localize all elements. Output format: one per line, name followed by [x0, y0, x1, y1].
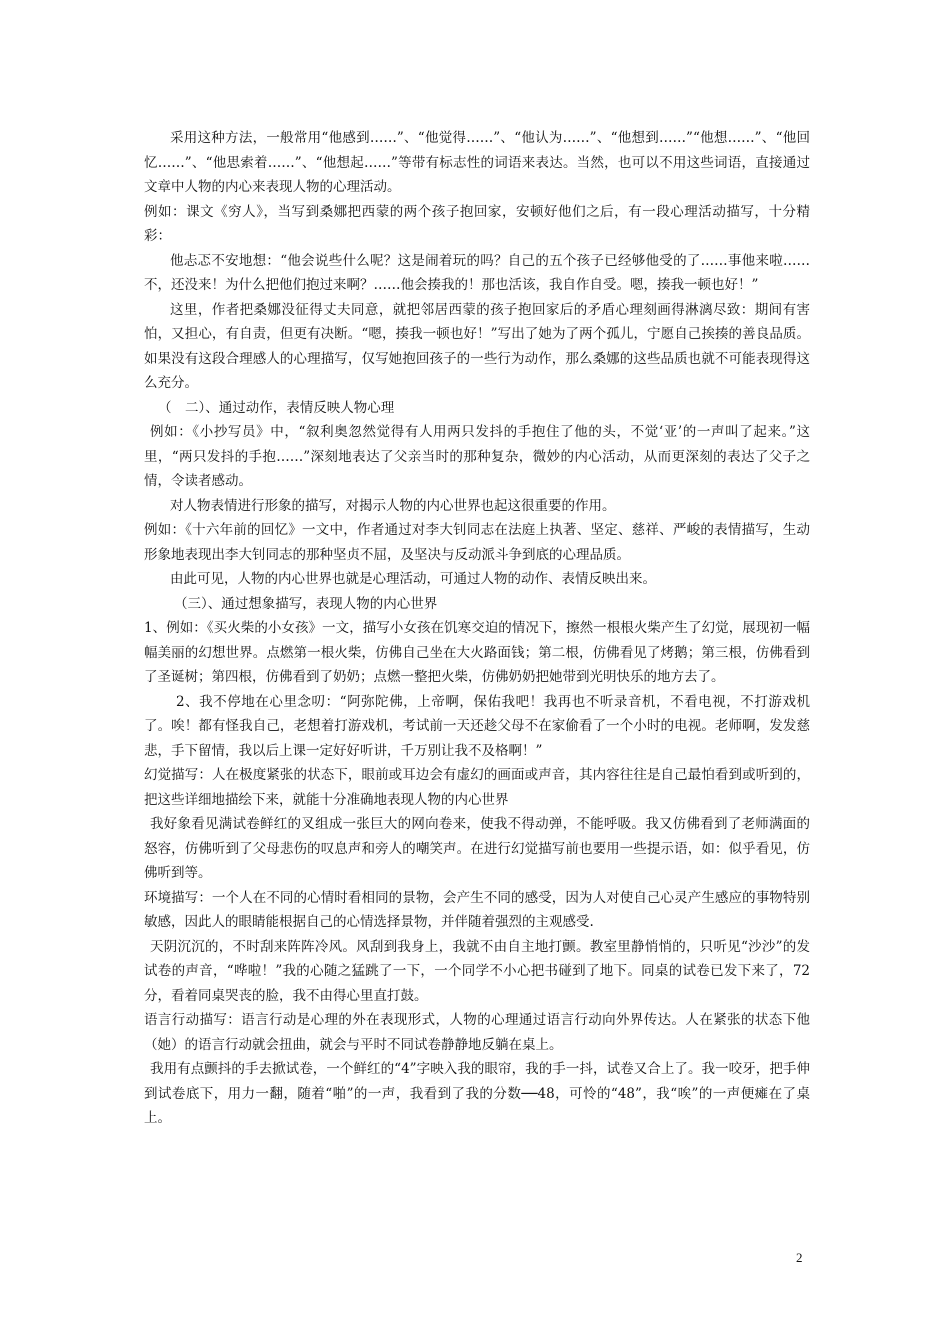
section-heading-2: （ 二）、通过动作，表情反映人物心理 [158, 399, 395, 416]
paragraph-example-prayer: 2、我不停地在心里念叨：“阿弥陀佛，上帝啊，保佑我吧！我再也不听录音机，不看电视，不打游戏机了。唉！都有怪我自己，老想着打游戏机，考试前一天还趁父母不在家偷看了一个小时的电视。老师啊，发发慈悲，手下留情，我以后上课一定好好听讲，千万别让我不及格啊！” [144, 693, 810, 759]
paragraph-hallucination-example: 我好象看见满试卷鲜红的叉组成一张巨大的网向卷来，使我不得动弹，不能呼吸。我又仿佛看到了老师满面的怒容，仿佛听到了父母悲伤的叹息声和旁人的嘲笑声。在进行幻觉描写前也要用一些提示语，如：似乎看见，仿佛听到等。 [144, 816, 810, 881]
paragraph-example-matchgirl: 1、例如：《买火柴的小女孩》一文，描写小女孩在饥寒交迫的情况下，擦然一根根火柴产生了幻觉，展现初一幅幅美丽的幻想世界。点燃第一根火柴，仿佛自己坐在大火路面钱；第二根，仿佛看见了烤鹅；第三根，仿佛看到了圣诞树；第四根，仿佛看到了奶奶；点燃一整把火柴，仿佛奶奶把她带到光明快乐的地方去了。 [144, 620, 810, 685]
section-heading-3: （三）、通过想象描写，表现人物的内心世界 [174, 595, 438, 612]
paragraph-example-qiongren: 例如：课文《穷人》，当写到桑娜把西蒙的两个孩子抱回家，安顿好他们之后，有一段心理活动描写，十分精彩： [144, 203, 810, 244]
paragraph-example-xiaochaoxieyuan: 例如：《小抄写员》中，“叙利奥忽然觉得有人用两只发抖的手抱住了他的头，不觉‘亚’的一声叫了起来。”这里，“两只发抖的手抱……”深刻地表达了父亲当时的那种复杂，微妙的内心活动，从而更深刻的表达了父子之情，令读者感动。 [144, 424, 810, 489]
paragraph-method-intro: 采用这种方法，一般常用“他感到……”、“他觉得……”、“他认为……”、“他想到……”“他想……”、“他回忆……”、“他思索着……”、“他想起……”等带有标志性的词语来表达。当然，也可以不用这些词语，直接通过文章中人物的内心来表现人物的心理活动。 [144, 130, 810, 195]
paragraph-hallucination-description: 幻觉描写：人在极度紧张的状态下，眼前或耳边会有虚幻的画面或声音，其内容往往是自己最怕看到或听到的，把这些详细地描绘下来，就能十分准确地表现人物的内心世界 [144, 767, 810, 808]
paragraph-example-lidazhao: 例如：《十六年前的回忆》一文中，作者通过对李大钊同志在法庭上执著、坚定、慈祥、严峻的表情描写，生动形象地表现出李大钊同志的那种坚贞不屈，及坚决与反动派斗争到底的心理品质。 [144, 522, 810, 563]
paragraph-conclusion: 由此可见，人物的内心世界也就是心理活动，可通过人物的动作、表情反映出来。 [170, 571, 656, 587]
paragraph-environment-example: 天阴沉沉的，不时刮来阵阵冷风。风刮到我身上，我就不由自主地打颤。教室里静悄悄的，只听见“沙沙”的发试卷的声音，“哗啦！”我的心随之猛跳了一下，一个同学不小心把书碰到了地下。同桌的试卷已发下来了，72分，看着同桌哭丧的脸，我不由得心里直打鼓。 [144, 938, 810, 1004]
paragraph-analysis-sangna: 这里，作者把桑娜没征得丈夫同意，就把邻居西蒙的孩子抱回家后的矛盾心理刻画得淋漓尽致：期间有害怕，又担心，有自责，但更有决断。“嗯，揍我一顿也好！”写出了她为了两个孤儿，宁愿自己挨揍的善良品质。如果没有这段合理感人的心理描写，仅写她抱回孩子的一些行为动作，那么桑娜的这些品质也就不可能表现得这么充分。 [144, 301, 810, 391]
paragraph-environment-description: 环境描写：一个人在不同的心情时看相同的景物，会产生不同的感受，因为人对使自己心灵产生感应的事物特别敏感，因此人的眼睛能根据自己的心情选择景物，并伴随着强烈的主观感受. [144, 889, 810, 930]
paragraph-quote-sangna: 他忐忑不安地想：“他会说些什么呢？这是闹着玩的吗？自己的五个孩子已经够他受的了……事他来啦……不，还没来！为什么把他们抱过来啊？……他会揍我的！那也活该，我自作自受。嗯，揍我一顿也好！” [144, 252, 810, 293]
page-number: 2 [796, 1250, 803, 1265]
paragraph-language-action-description: 语言行动描写：语言行动是心理的外在表现形式，人物的心理通过语言行动向外界传达。人在紧张的状态下他（她）的语言行动就会扭曲，就会与平时不同试卷静静地反躺在桌上。 [144, 1012, 810, 1053]
paragraph-expression-description: 对人物表情进行形象的描写，对揭示人物的内心世界也起这很重要的作用。 [170, 497, 616, 514]
document-body [144, 126, 810, 1131]
paragraph-language-action-example: 我用有点颤抖的手去掀试卷，一个鲜红的“4”字映入我的眼帘，我的手一抖，试卷又合上了。我一咬牙，把手伸到试卷底下，用力一翻，随着“啪”的一声，我看到了我的分数──48，可怜的“48”，我“唉”的一声便瘫在了桌上。 [144, 1061, 810, 1126]
